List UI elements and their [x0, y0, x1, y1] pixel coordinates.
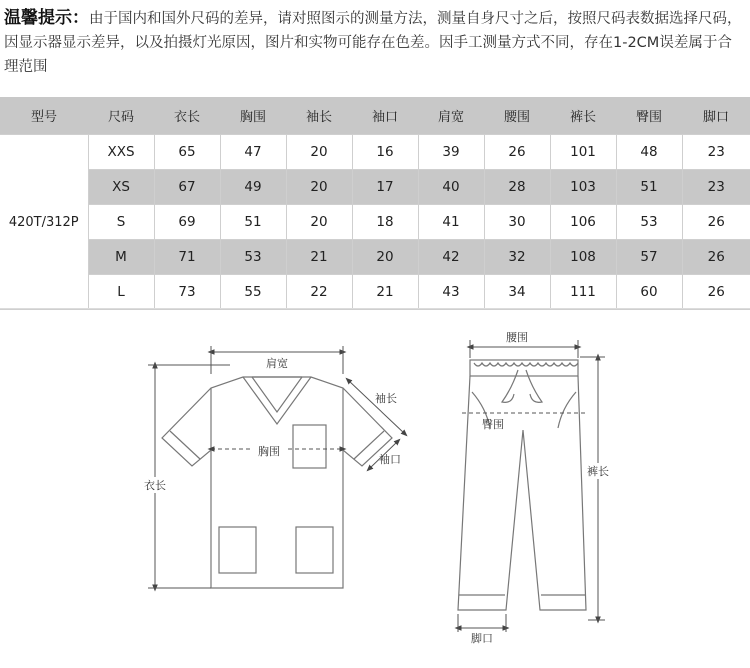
size-cell: XXS — [88, 135, 154, 170]
table-row — [0, 135, 750, 170]
table-header-row — [0, 97, 750, 135]
measurement-diagram — [0, 310, 750, 666]
table-cell: 30 — [484, 205, 550, 240]
table-cell: 53 — [220, 240, 286, 275]
table-cell: 57 — [616, 240, 682, 275]
size-chart-table — [0, 97, 750, 310]
table-row — [0, 240, 750, 275]
table-cell: 20 — [286, 205, 352, 240]
table-row — [0, 275, 750, 310]
table-cell: 40 — [418, 170, 484, 205]
table-cell: 103 — [550, 170, 616, 205]
table-cell: 101 — [550, 135, 616, 170]
header-shoulder: 肩宽 — [418, 97, 484, 135]
size-cell: S — [88, 205, 154, 240]
size-cell: XS — [88, 170, 154, 205]
header-sleeve-length: 袖长 — [286, 97, 352, 135]
header-waist: 腰围 — [484, 97, 550, 135]
table-cell: 43 — [418, 275, 484, 310]
table-cell: 49 — [220, 170, 286, 205]
table-cell: 20 — [352, 240, 418, 275]
table-cell: 39 — [418, 135, 484, 170]
table-cell: 26 — [682, 275, 750, 310]
table-cell: 23 — [682, 170, 750, 205]
table-cell: 47 — [220, 135, 286, 170]
label-shoulder: 肩宽 — [266, 357, 288, 370]
table-cell: 23 — [682, 135, 750, 170]
header-model: 型号 — [0, 97, 88, 135]
table-cell: 32 — [484, 240, 550, 275]
label-hip: 臀围 — [482, 418, 504, 431]
table-cell: 26 — [682, 240, 750, 275]
table-cell: 108 — [550, 240, 616, 275]
table-cell: 51 — [616, 170, 682, 205]
notice-title: 温馨提示 — [4, 8, 72, 28]
table-cell: 28 — [484, 170, 550, 205]
table-cell: 48 — [616, 135, 682, 170]
label-pant-length: 裤长 — [587, 465, 609, 478]
notice-body: 由于国内和国外尺码的差异，请对照图示的测量方法，测量自身尺寸之后，按照尺码表数据选择尺码，因显示器显示差异，以及拍摄灯光原因，图片和实物可能存在色差。因手工测量方式不同，存在1-2CM误差属于合理范围 — [4, 11, 742, 75]
scrub-pants-illustration — [458, 360, 586, 610]
table-row — [0, 170, 750, 205]
table-cell: 34 — [484, 275, 550, 310]
table-cell: 55 — [220, 275, 286, 310]
header-top-length: 衣长 — [154, 97, 220, 135]
model-cell: 420T/312P — [0, 135, 88, 310]
table-cell: 26 — [682, 205, 750, 240]
section-divider — [0, 308, 750, 309]
table-cell: 21 — [352, 275, 418, 310]
label-cuff: 袖口 — [379, 453, 401, 466]
table-cell: 20 — [286, 170, 352, 205]
size-cell: M — [88, 240, 154, 275]
label-chest: 胸围 — [258, 445, 280, 458]
header-pant-length: 裤长 — [550, 97, 616, 135]
size-cell: L — [88, 275, 154, 310]
table-cell: 60 — [616, 275, 682, 310]
table-row — [0, 205, 750, 240]
table-cell: 65 — [154, 135, 220, 170]
label-sleeve-length: 袖长 — [375, 392, 397, 405]
scrub-top-illustration — [162, 377, 392, 588]
table-cell: 67 — [154, 170, 220, 205]
header-hip: 臀围 — [616, 97, 682, 135]
table-cell: 69 — [154, 205, 220, 240]
table-cell: 53 — [616, 205, 682, 240]
table-cell: 73 — [154, 275, 220, 310]
table-cell: 51 — [220, 205, 286, 240]
label-top-length: 衣长 — [144, 479, 166, 492]
table-cell: 17 — [352, 170, 418, 205]
header-chest: 胸围 — [220, 97, 286, 135]
table-cell: 20 — [286, 135, 352, 170]
label-waist: 腰围 — [506, 331, 528, 344]
header-size: 尺码 — [88, 97, 154, 135]
table-cell: 41 — [418, 205, 484, 240]
label-hem: 脚口 — [471, 632, 493, 645]
table-cell: 71 — [154, 240, 220, 275]
table-cell: 26 — [484, 135, 550, 170]
table-cell: 111 — [550, 275, 616, 310]
table-cell: 106 — [550, 205, 616, 240]
header-hem: 脚口 — [682, 97, 750, 135]
table-cell: 18 — [352, 205, 418, 240]
table-cell: 21 — [286, 240, 352, 275]
notice-colon: ： — [72, 8, 89, 28]
table-cell: 16 — [352, 135, 418, 170]
table-cell: 42 — [418, 240, 484, 275]
table-cell: 22 — [286, 275, 352, 310]
size-notice — [4, 6, 744, 79]
top-measure-lines — [148, 346, 405, 588]
header-cuff: 袖口 — [352, 97, 418, 135]
